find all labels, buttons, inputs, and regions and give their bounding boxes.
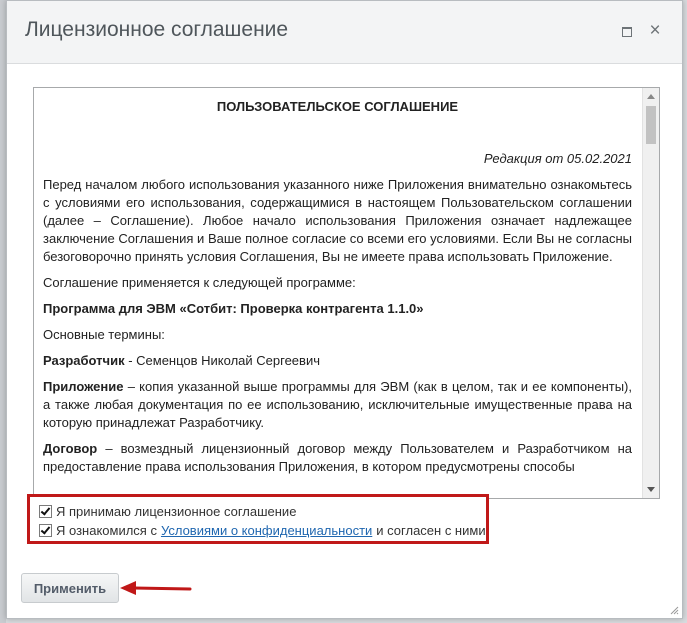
document-terms-heading: Основные термины: bbox=[43, 327, 165, 342]
scroll-up-icon[interactable] bbox=[647, 94, 655, 99]
term-app-name: Приложение bbox=[43, 379, 124, 394]
program-name: Программа для ЭВМ «Сотбит: Проверка контрагента 1.1.0» bbox=[43, 301, 424, 316]
agreement-text-box[interactable] bbox=[33, 87, 660, 499]
term-app-def: – копия указанной выше программы для ЭВМ (как в целом, так и ее компоненты), а также любая документация по ее использованию, исключительные имущественные права на которую принадлежат Разработчику. bbox=[43, 379, 632, 430]
privacy-terms-link[interactable]: Условиями о конфиденциальности bbox=[160, 523, 373, 538]
accept-license-label: Я принимаю лицензионное соглашение bbox=[56, 504, 297, 519]
document-edition: Редакция от 05.02.2021 bbox=[483, 151, 632, 166]
accept-license-checkbox[interactable] bbox=[39, 505, 52, 518]
scroll-down-icon[interactable] bbox=[647, 487, 655, 492]
dialog-title: Лицензионное соглашение bbox=[25, 18, 289, 41]
resize-grip-icon[interactable] bbox=[669, 605, 679, 615]
dialog-titlebar bbox=[7, 1, 682, 64]
privacy-prefix: Я ознакомился с bbox=[56, 523, 157, 538]
license-dialog bbox=[6, 0, 683, 619]
apply-button[interactable]: Применить bbox=[21, 573, 119, 603]
document-body bbox=[43, 176, 632, 484]
document-applies: Соглашение применяется к следующей программе: bbox=[43, 275, 356, 290]
term-contract bbox=[43, 440, 632, 476]
consent-checkboxes-highlight bbox=[27, 494, 489, 544]
accept-license-row[interactable] bbox=[39, 504, 296, 519]
scroll-thumb[interactable] bbox=[646, 106, 656, 144]
term-developer-def: - Семенцов Николай Сергеевич bbox=[124, 353, 320, 368]
privacy-consent-checkbox[interactable] bbox=[39, 524, 52, 537]
term-app bbox=[43, 378, 632, 432]
privacy-suffix: и согласен с ними bbox=[376, 523, 486, 538]
agreement-scrollbar[interactable] bbox=[642, 88, 659, 498]
document-intro: Перед началом любого использования указанного ниже Приложения внимательно ознакомьтесь с условиями его использования, содержащимися в настоящем Пользовательском соглашении (далее – Соглашение). Любое начало использования Приложения означает надлежащее заключение Соглашения и Ваше полное согласие со всеми его условиями. Если Вы не согласны безоговорочно принять условия Соглашения, Вы не имеете права использовать Приложение. bbox=[43, 177, 632, 264]
maximize-icon[interactable] bbox=[619, 23, 635, 39]
term-contract-name: Договор bbox=[43, 441, 98, 456]
term-developer-name: Разработчик bbox=[43, 353, 125, 368]
document-program bbox=[43, 300, 632, 318]
term-developer bbox=[43, 352, 632, 370]
term-contract-def: – возмездный лицензионный договор между Пользователем и Разработчиком на предоставление права использования Приложения, в котором предусмотрены способы bbox=[43, 441, 632, 474]
document-title: ПОЛЬЗОВАТЕЛЬСКОЕ СОГЛАШЕНИЕ bbox=[216, 99, 459, 114]
close-icon[interactable]: × bbox=[649, 20, 661, 41]
privacy-consent-row[interactable] bbox=[39, 523, 486, 538]
annotation-arrow-icon bbox=[118, 578, 194, 598]
